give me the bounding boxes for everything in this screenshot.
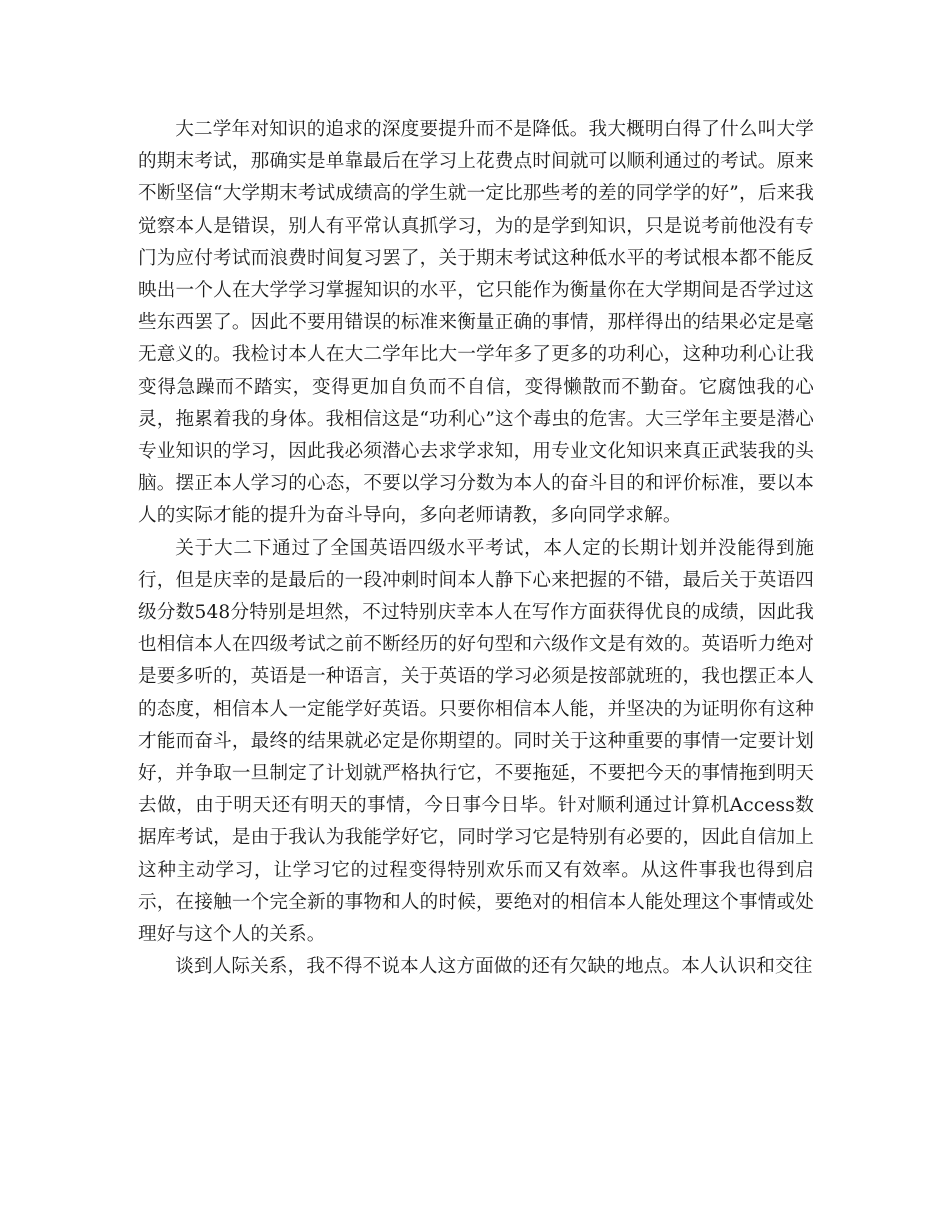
paragraph: 关于大二下通过了全国英语四级水平考试，本人定的长期计划并没能得到施行，但是庆幸的是最后的一段冲刺时间本人静下心来把握的不错，最后关于英语四级分数548分特别是坦然，不过特别庆幸本人在写作方面获得优良的成绩，因此我也相信本人在四级考试之前不断经历的好句型和六级作文是有效的。英语听力绝对是要多听的，英语是一种语言，关于英语的学习必须是按部就班的，我也摆正本人的态度，相信本人一定能学好英语。只要你相信本人能，并坚决的为证明你有这种才能而奋斗，最终的结果就必定是你期望的。同时关于这种重要的事情一定要计划好，并争取一旦制定了计划就严格执行它，不要拖延，不要把今天的事情拖到明天去做，由于明天还有明天的事情，今日事今日毕。针对顺利通过计算机Access数据库考试，是由于我认为我能学好它，同时学习它是特别有必要的，因此自信加上这种主动学习，让学习它的过程变得特别欢乐而又有效率。从这件事我也得到启示，在接触一个完全新的事物和人的时候，要绝对的相信本人能处理这个事情或处理好与这个人的关系。 bbox=[138, 537, 814, 946]
document-body bbox=[138, 114, 814, 983]
paragraph: 谈到人际关系，我不得不说本人这方面做的还有欠缺的地点。本人认识和交往 bbox=[175, 956, 813, 978]
paragraph: 大二学年对知识的追求的深度要提升而不是降低。我大概明白得了什么叫大学的期末考试，那确实是单靠最后在学习上花费点时间就可以顺利通过的考试。原来不断坚信“大学期末考试成绩高的学生就一定比那些考的差的同学学的好”，后来我觉察本人是错误，别人有平常认真抓学习，为的是学到知识，只是说考前他没有专门为应付考试而浪费时间复习罢了，关于期末考试这种低水平的考试根本都不能反映出一个人在大学学习掌握知识的水平，它只能作为衡量你在大学期间是否学过这些东西罢了。因此不要用错误的标准来衡量正确的事情，那样得出的结果必定是毫无意义的。我检讨本人在大二学年比大一学年多了更多的功利心，这种功利心让我变得急躁而不踏实，变得更加自负而不自信，变得懒散而不勤奋。它腐蚀我的心灵，拖累着我的身体。我相信这是“功利心”这个毒虫的危害。大三学年主要是潜心专业知识的学习，因此我必须潜心去求学求知，用专业文化知识来真正武装我的头脑。摆正本人学习的心态，不要以学习分数为本人的奋斗目的和评价标准，要以本人的实际才能的提升为奋斗导向，多向老师请教，多向同学求解。 bbox=[138, 119, 814, 527]
